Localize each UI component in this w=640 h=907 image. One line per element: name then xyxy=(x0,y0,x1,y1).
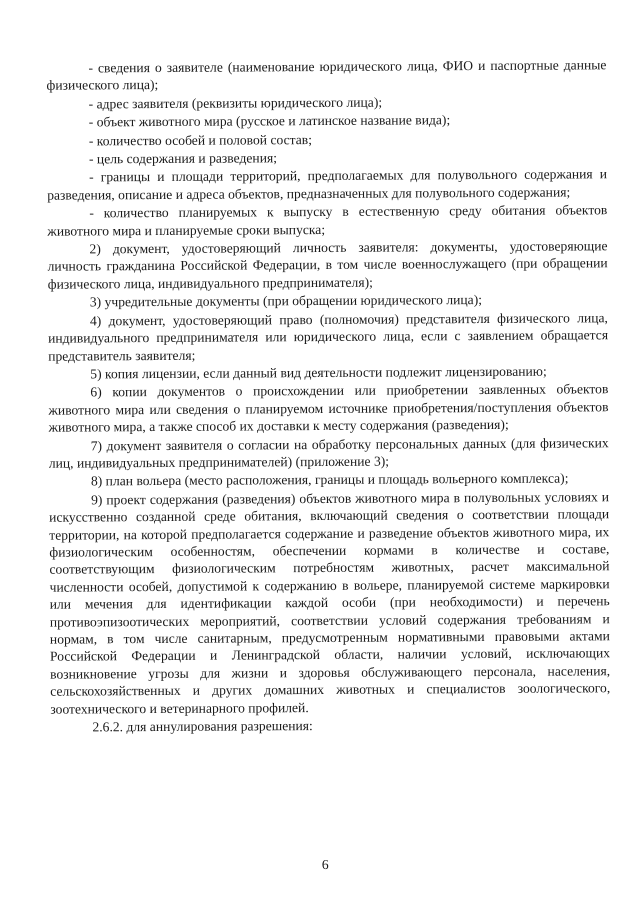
page-number: 6 xyxy=(321,856,329,873)
paragraph-item-4: 4) документ, удостоверяющий право (полномочия) представителя физического лица, индивидуального предпринимателя или юридического лица, если с заявлением обращается представитель заявителя; xyxy=(48,309,609,364)
paragraph-wildlife-object: - объект животного мира (русское и латинское название вида); xyxy=(88,112,451,130)
paragraph-count: - количество особей и половой состав; xyxy=(88,131,313,149)
paragraph-item-2: 2) документ, удостоверяющий личность заявителя: документы, удостоверяющие личность гражданина Российской Федерации, в том числе военнослужащего (при обращении физического лица, индивидуального предпринимателя); xyxy=(47,238,608,292)
paragraph-applicant-address: - адрес заявителя (реквизиты юридического лица); xyxy=(88,94,383,112)
paragraph-release: - количество планируемых к выпуску в естественную среду обитания объектов животного мира и планируемые сроки выпуска; xyxy=(47,202,608,239)
paragraph-item-3: 3) учредительные документы (при обращении юридического лица); xyxy=(89,292,483,310)
paragraph-item-6: 6) копии документов о происхождении или приобретении заявленных объектов животного мира или сведения о планируемом источнике приобретения/поступления объектов животного мира, а также способ их доставки к месту содержания (разведения); xyxy=(48,381,609,435)
paragraph-section-2-6-2: 2.6.2. для аннулирования разрешения: xyxy=(92,718,313,735)
paragraph-item-9: 9) проект содержания (разведения) объектов животного мира в полувольных условиях и искусственно созданной среде обитания, включающий сведения о соответствии площади территории, на которой предполагается содержание и разведение объектов животного мира, их физиологическим особенностям, обеспечении кормами в количестве и составе, соответствующим физиологическим потребностям животных, расчет максимальной численности особей, допустимой к содержанию в вольере, планируемой системе маркировки или мечения для идентификации каждой особи (при необходимости) и перечень противоэпизоотических мероприятий, соответствии условий содержания требованиям и нормам, в том числе санитарным, предусмотренным нормативными правовыми актами Российской Федерации и Ленинградской области, наличии условий, исключающих возникновение угрозы для жизни и здоровья обслуживающего персонала, населения, сельскохозяйственных и других домашних животных и специалистов зоологического, зоотехнического и ветеринарного профилей. xyxy=(49,488,611,717)
paragraph-item-5: 5) копия лицензии, если данный вид деятельности подлежит лицензированию; xyxy=(90,363,547,382)
paragraph-item-8: 8) план вольера (место расположения, границы и площадь вольерного комплекса); xyxy=(90,470,569,489)
paragraph-purpose: - цель содержания и разведения; xyxy=(88,150,278,167)
paragraph-territory: - границы и площади территорий, предполагаемых для полувольного содержания и разведения, описание и адреса объектов, предназначенных для полувольного содержания; xyxy=(47,166,608,203)
paragraph-item-7: 7) документ заявителя о согласии на обработку персональных данных (для физических лиц, индивидуальных предпринимателей) (приложение 3); xyxy=(48,434,609,471)
paragraph-applicant-info: - сведения о заявителе (наименование юридического лица, ФИО и паспортные данные физического лица); xyxy=(46,57,607,94)
